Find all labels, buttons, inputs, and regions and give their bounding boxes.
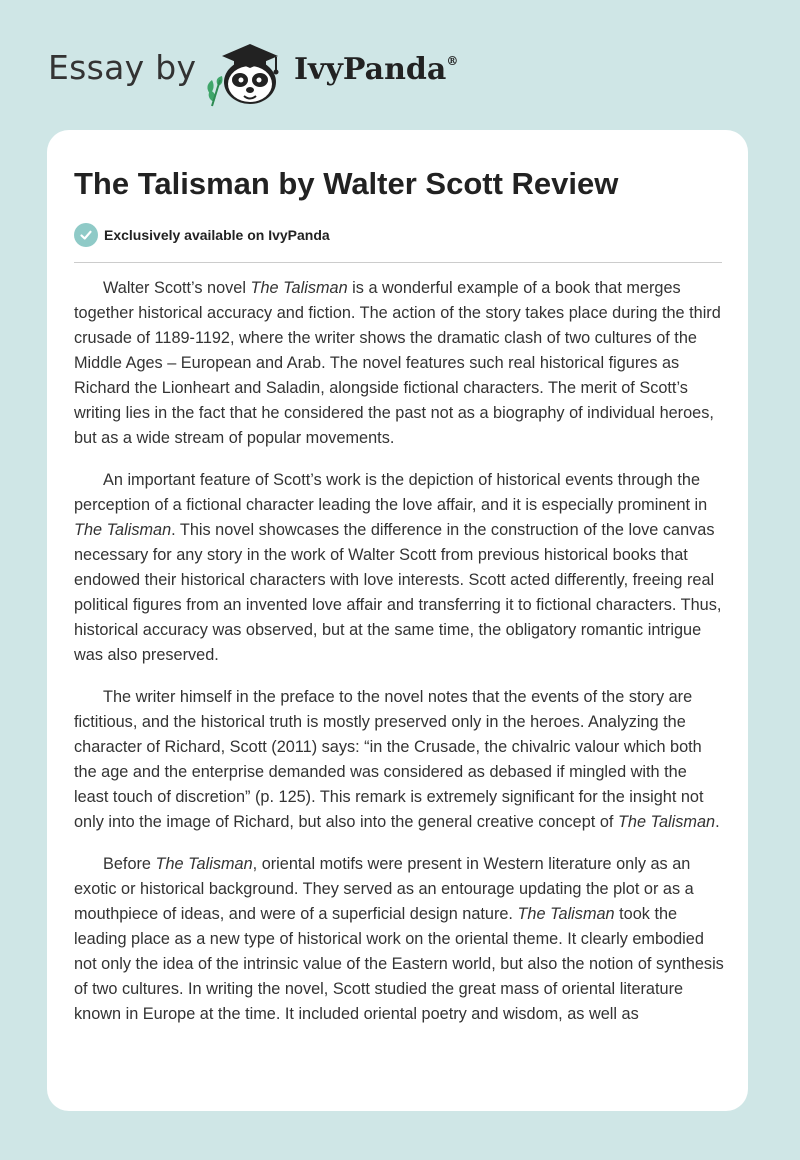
italic-title-text: The Talisman: [74, 521, 172, 539]
paragraph-text: is a wonderful example of a book that merges together historical accuracy and fiction. The action of the story takes place during the third crusade of 1189-1192, where the writer shows the dramatic clash of two cultures of the Middle Ages – European and Arab. The novel features such real historical figures as Richard the Lionheart and Saladin, alongside fictional characters. The merit of Scott’s writing lies in the fact that he considered the past not as a biography of individual heroes, but as a wide stream of popular movements.: [74, 279, 721, 447]
registered-mark: ®: [446, 54, 459, 68]
essay-card: [47, 130, 748, 1111]
panda-graduate-icon: [200, 36, 292, 110]
exclusive-label: Exclusively available on IvyPanda: [104, 227, 330, 243]
italic-title-text: The Talisman: [250, 279, 348, 297]
essay-body: [74, 276, 724, 1044]
brand-name: IvyPanda: [294, 52, 447, 87]
exclusive-badge: [74, 222, 330, 248]
site-header: [0, 0, 800, 130]
paragraph-text: The writer himself in the preface to the novel notes that the events of the story are fictitious, and the historical truth is mostly preserved only in the heroes. Analyzing the character of Richard, Scott (2011) says: “in the Crusade, the chivalric valour which both the age and the enterprise demanded was considered as debased if mingled with the least touch of discretion” (p. 125). This remark is extremely significant for the insight not only into the image of Richard, but also into the general creative concept of: [74, 688, 704, 831]
paragraph-text: . This novel showcases the difference in the construction of the love canvas necessary for any story in the work of Walter Scott from previous historical books that endowed their historical characters with love interests. Scott acted differently, freeing real political figures from an invented love affair and transferring it to fictional characters. Thus, historical accuracy was observed, but at the same time, the obligatory romantic intrigue was also preserved.: [74, 521, 722, 664]
essay-paragraph: [74, 276, 724, 451]
italic-title-text: The Talisman: [155, 855, 253, 873]
paragraph-text: , oriental motifs were present in Western literature only as an exotic or historical background. They served as an entourage updating the plot or as a mouthpiece of ideas, and were of a superficial design nature.: [74, 855, 694, 923]
essay-paragraph: [74, 685, 724, 835]
paragraph-text: took the leading place as a new type of historical work on the oriental theme. It clearly embodied not only the idea of the intrinsic value of the Eastern world, but also the notion of synthesis of two cultures. In writing the novel, Scott studied the great mass of oriental literature known in Europe at the time. It included oriental poetry and wisdom, as well as: [74, 905, 724, 1023]
paragraph-text: Walter Scott’s novel: [103, 279, 251, 297]
italic-title-text: The Talisman: [617, 813, 716, 831]
check-circle-icon: [74, 223, 98, 247]
divider: [74, 262, 722, 263]
italic-title-text: The Talisman: [517, 905, 615, 923]
paragraph-text: Before: [103, 855, 156, 873]
brand-wordmark[interactable]: [294, 52, 458, 87]
page-title: The Talisman by Walter Scott Review: [74, 166, 619, 201]
paragraph-text: .: [715, 813, 720, 831]
essay-by-label: Essay by: [48, 48, 197, 87]
essay-paragraph: [74, 852, 724, 1027]
paragraph-text: An important feature of Scott’s work is the depiction of historical events through the perception of a fictional character leading the love affair, and it is especially prominent in: [74, 471, 708, 514]
essay-paragraph: [74, 468, 724, 668]
